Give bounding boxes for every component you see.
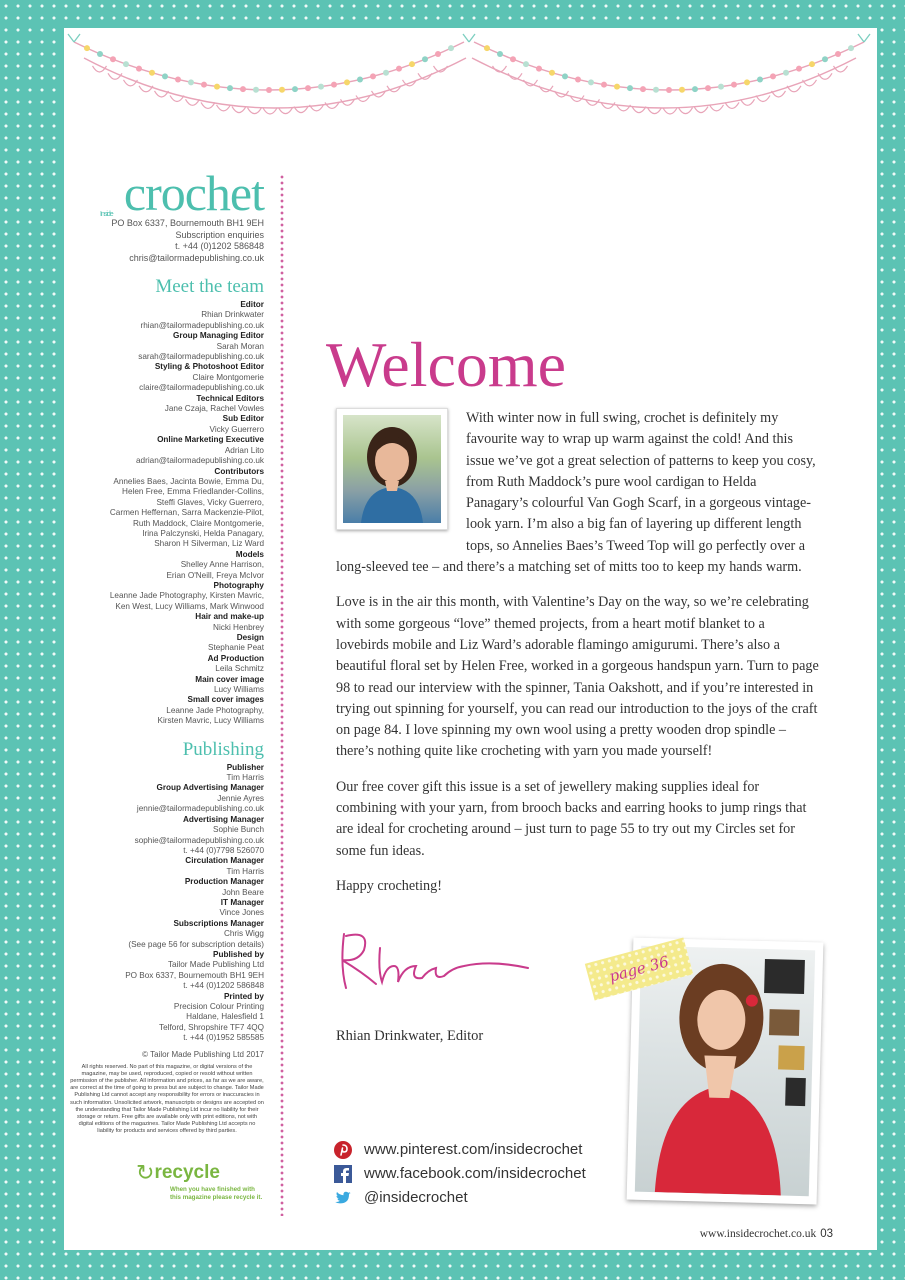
role-person: t. +44 (0)7798 526070	[183, 845, 264, 855]
role-title: Ad Production	[207, 653, 264, 663]
bunting-flag	[123, 61, 129, 67]
role-person: Jane Czaja, Rachel Vowles	[164, 404, 264, 414]
role-person[interactable]: rhian@tailormadepublishing.co.uk	[140, 320, 264, 330]
role-person: Ruth Maddock, Claire Montgomerie,	[132, 518, 264, 528]
role-person: Sophie Bunch	[213, 825, 264, 835]
bunting-flag	[175, 77, 181, 83]
bunting-flag	[809, 61, 815, 67]
role-person: Helen Free, Emma Friedlander-Collins,	[122, 487, 264, 497]
contact-line: PO Box 6337, Bournemouth BH1 9EH	[111, 218, 264, 228]
bunting-flag	[848, 45, 854, 51]
bunting-flag	[84, 45, 90, 51]
publishing-list	[70, 763, 264, 1044]
lace-scallop	[679, 108, 693, 114]
role-title: Technical Editors	[196, 393, 264, 403]
role-person: Precision Colour Printing	[173, 1002, 264, 1011]
role-person: Stephanie Peat	[208, 643, 264, 653]
bunting-flag	[110, 56, 116, 62]
role-person: Telford, Shropshire TF7 4QQ	[159, 1022, 264, 1032]
role-person: Tim Harris	[226, 773, 264, 783]
role-title: Contributors	[214, 466, 264, 476]
role-title: Editor	[240, 300, 264, 309]
bunting-flag	[783, 70, 789, 76]
twitter-handle[interactable]: @insidecrochet	[364, 1189, 468, 1206]
role-person: Nicki Henbrey	[213, 622, 264, 632]
bunting-flag	[201, 82, 207, 88]
welcome-title: Welcome	[326, 329, 567, 400]
role-person[interactable]: jennie@tailormadepublishing.co.uk	[136, 804, 264, 814]
editor-headshot	[336, 408, 448, 530]
role-person: Haldane, Halesfield 1	[186, 1012, 264, 1022]
bunting-flag	[136, 66, 142, 72]
twitter-link[interactable]	[334, 1186, 586, 1210]
lace-scallop	[725, 102, 739, 108]
role-person[interactable]: sarah@tailormadepublishing.co.uk	[138, 352, 264, 362]
bunting-flag	[227, 85, 233, 91]
role-title: Hair and make-up	[195, 612, 264, 622]
role-person: t. +44 (0)1202 586848	[183, 981, 264, 991]
facebook-url[interactable]: www.facebook.com/insidecrochet	[364, 1165, 586, 1182]
bunting-flag	[523, 61, 529, 67]
bunting-flag	[796, 66, 802, 72]
page-footer	[700, 1228, 833, 1240]
role-person[interactable]: claire@tailormadepublishing.co.uk	[139, 383, 264, 393]
role-title: Sub Editor	[222, 414, 264, 424]
bunting-flag	[292, 86, 298, 92]
role-title: Publisher	[226, 762, 264, 772]
role-person: Leanne Jade Photography, Kirsten Mavric,	[109, 591, 264, 601]
role-person: Jennie Ayres	[217, 793, 264, 803]
dotted-divider	[280, 174, 284, 1216]
bunting-flag	[562, 73, 568, 79]
role-person: Vicky Guerrero	[209, 424, 264, 434]
bunting-flag	[614, 84, 620, 90]
model-photo-image	[635, 946, 815, 1196]
role-person: Ken West, Lucy Williams, Mark Winwood	[115, 601, 264, 611]
bunting-flag	[510, 56, 516, 62]
bunting-flag	[484, 45, 490, 51]
role-title: Design	[236, 633, 264, 642]
letter-paragraph: Happy crocheting!	[336, 877, 442, 894]
role-person: Leila Schmitz	[215, 664, 264, 674]
role-title: Circulation Manager	[185, 856, 264, 866]
bunting-flag	[448, 45, 454, 51]
role-person[interactable]: sophie@tailormadepublishing.co.uk	[134, 835, 264, 845]
bunting-flag	[718, 84, 724, 90]
role-person: Lucy Williams	[213, 685, 264, 695]
bunting-flag	[344, 79, 350, 85]
role-person: Irina Palczynski, Helda Panagary,	[142, 528, 264, 538]
legal-notice: All rights reserved. No part of this magazine, or digital versions of the magazine, may be used, reproduced, copied or resold without written permission of the publisher. All information and prices, as far as we are aware, are correct at the time of going to press but are subject to change. Tailor Made Publishing Ltd cannot accept any responsibility for errors or inaccuracies in such information. Unsolicited artwork, manuscripts or designs are accepted on the understanding that Tailor Made Publishing Ltd incur no liability for their storage or return. Free gifts are available only with print editions, not with digital editions of the magazines. Tailor Made Publishing Ltd accepts no liability for products and services offered by third parties.	[70, 1063, 264, 1135]
magazine-page	[64, 28, 877, 1250]
role-person: Chris Wigg	[223, 929, 264, 939]
lace-scallop	[232, 107, 246, 113]
role-person: Erian O'Neill, Freya McIvor	[166, 570, 264, 580]
lace-scallop	[263, 108, 277, 114]
bunting-flag	[679, 87, 685, 93]
copyright-line: © Tailor Made Publishing Ltd 2017	[142, 1049, 264, 1059]
crochet-logo	[70, 165, 264, 221]
social-links	[334, 1138, 586, 1210]
bunting-flag	[188, 79, 194, 85]
letter-paragraph: Our free cover gift this issue is a set of jewellery making supplies ideal for combining with your yarn, from brooch backs and earring hooks to jump rings that are ideal for crocheting around – just turn to page 55 to try out my Circles set for some fun ideas.	[336, 778, 807, 859]
role-person: (See page 56 for subscription details)	[128, 939, 264, 949]
team-list	[70, 300, 264, 727]
model-illustration	[635, 946, 815, 1196]
publishing-heading: Publishing	[182, 738, 264, 760]
logo-inside-text: Inside	[100, 211, 113, 218]
role-title: Group Advertising Manager	[156, 783, 264, 793]
bunting-flag	[822, 56, 828, 62]
recycle-word: recycle	[154, 1162, 220, 1183]
bunting-flag	[770, 73, 776, 79]
bunting-flag	[640, 86, 646, 92]
recycle-note-line: When you have finished with	[170, 1186, 255, 1193]
lace-scallop	[834, 66, 848, 72]
logo-text: crochet	[123, 165, 264, 221]
lace-scallop	[108, 73, 122, 79]
bunting-flag	[305, 85, 311, 91]
lace-scallop	[694, 107, 708, 113]
bunting-flag	[692, 86, 698, 92]
bunting-flag	[149, 70, 155, 76]
role-person: Tailor Made Publishing Ltd	[167, 960, 264, 970]
role-person: Rhian Drinkwater	[201, 310, 264, 320]
bunting-flag	[214, 84, 220, 90]
recycle-logo	[136, 1160, 266, 1201]
role-title: Subscriptions Manager	[173, 918, 264, 928]
recycle-note-line: this magazine please recycle it.	[170, 1193, 263, 1201]
bunting-flag	[279, 87, 285, 93]
bunting-flag	[588, 79, 594, 85]
bunting-flag	[757, 77, 763, 83]
role-person: PO Box 6337, Bournemouth BH1 9EH	[125, 970, 264, 980]
facebook-icon	[334, 1165, 352, 1183]
role-person: t. +44 (0)1952 585585	[183, 1033, 264, 1043]
footer-url[interactable]: www.insidecrochet.co.uk	[699, 1228, 817, 1240]
headshot-illustration	[343, 415, 441, 523]
bunting-flag	[536, 66, 542, 72]
role-person: Carmen Heffernan, Sarra Mackenzie-Pilot,	[109, 508, 264, 518]
role-title: Small cover images	[187, 695, 264, 705]
contact-line[interactable]: chris@tailormadepublishing.co.uk	[129, 252, 264, 263]
role-title: Photography	[213, 580, 264, 590]
page-number: 03	[820, 1228, 833, 1240]
lace-scallop	[93, 66, 107, 72]
bunting-flag	[409, 61, 415, 67]
role-title: Group Managing Editor	[173, 331, 264, 341]
headshot-photo	[343, 415, 441, 523]
bunting-flag	[318, 84, 324, 90]
bunting-flag	[266, 87, 272, 93]
role-title: Published by	[213, 949, 264, 959]
bunting-flag	[705, 85, 711, 91]
page-reference-tape: page 36	[585, 937, 693, 1000]
bunting-flag	[97, 51, 103, 57]
bunting-flag	[835, 51, 841, 57]
role-title: Production Manager	[184, 877, 264, 887]
bunting-flag	[549, 70, 555, 76]
bunting-flag	[331, 82, 337, 88]
role-title: Printed by	[223, 991, 264, 1001]
pinterest-url[interactable]: www.pinterest.com/insidecrochet	[364, 1141, 583, 1158]
role-title: Models	[235, 549, 264, 559]
facebook-link[interactable]	[334, 1162, 586, 1186]
pinterest-link[interactable]	[334, 1138, 586, 1162]
twitter-icon	[334, 1189, 352, 1207]
bunting-flag	[422, 56, 428, 62]
bunting-flag	[731, 82, 737, 88]
role-title: Advertising Manager	[183, 814, 264, 824]
lace-scallop	[663, 108, 677, 114]
contact-line: t. +44 (0)1202 586848	[175, 241, 264, 251]
editor-signature	[332, 926, 532, 996]
role-person: Sarah Moran	[216, 341, 264, 351]
bunting-flag	[666, 87, 672, 93]
bunting-flag	[357, 77, 363, 83]
bunting-flag	[627, 85, 633, 91]
role-person: Steffi Glaves, Vicky Guerrero,	[156, 497, 264, 507]
bunting-flag	[253, 87, 259, 93]
pinterest-icon	[334, 1141, 352, 1159]
bunting-flag	[744, 79, 750, 85]
bunting-flag	[575, 77, 581, 83]
team-heading: Meet the team	[155, 276, 264, 297]
bunting-flag	[370, 73, 376, 79]
role-person: Kirsten Mavric, Lucy Williams	[157, 716, 264, 726]
lace-scallop	[248, 108, 262, 114]
role-person: Annelies Baes, Jacinta Bowie, Emma Du,	[113, 476, 264, 486]
letter-paragraph: Love is in the air this month, with Valentine’s Day on the way, so we’re celebrating with some gorgeous “love” themed projects, from a heart motif blanket to a lovebirds mobile and Liz Ward’s adorable flamingo amigurumi. There’s also a beautiful floral set by Helen Free, worked in a gorgeous handspun yarn. Turn to page 98 to read our interview with the spinner, Tania Oakshott, and if you’re interested in trying out spinning for yourself, you can read our introduction to the joys of the craft on page 84. I love spinning my own wool using a pretty wooden drop spindle – there’s nothing quite like crocheting with yarn you made yourself!	[336, 594, 819, 760]
bunting-flag	[435, 51, 441, 57]
role-title: Main cover image	[195, 674, 264, 684]
lace-scallop	[710, 105, 724, 111]
bunting-decoration	[64, 28, 877, 168]
role-person: Sharon H Silverman, Liz Ward	[154, 539, 264, 549]
bunting-flag	[162, 73, 168, 79]
letter-paragraph: With winter now in full swing, crochet is definitely my favourite way to wrap up warm against the cold! And this issue we’ve got a great selection of patterns to keep you cosy, from Ruth Maddock’s pure wool cardigan to Helda Panagary’s colourful Van Gogh Scarf, in a gorgeous vintage-look yarn. I’m also a big fan of layering up different length tops, so Annelies Baes’s Tweed Top will go perfectly over a long-sleeved tee – and there’s a matching set of mitts too to keep my hands warm.	[336, 410, 816, 576]
role-person: Leanne Jade Photography,	[166, 705, 264, 715]
contact-line: Subscription enquiries	[175, 229, 264, 240]
bunting-flag	[653, 87, 659, 93]
role-person: Claire Montgomerie	[192, 372, 264, 382]
role-person: Shelley Anne Harrison,	[180, 560, 264, 570]
lace-scallop	[818, 73, 832, 79]
role-person: Vince Jones	[219, 908, 264, 918]
role-title: Styling & Photoshoot Editor	[154, 362, 264, 372]
role-person: John Beare	[222, 887, 264, 897]
signature-name: Rhian Drinkwater, Editor	[336, 1028, 484, 1044]
bunting-flag	[601, 82, 607, 88]
role-person: Tim Harris	[226, 866, 264, 876]
recycle-icon: ↻	[136, 1160, 155, 1185]
bunting-flag	[497, 51, 503, 57]
bunting-flag	[383, 70, 389, 76]
bunting-flag	[396, 66, 402, 72]
masthead-column	[70, 165, 264, 1136]
role-title: IT Manager	[220, 897, 264, 907]
bunting-flag	[240, 86, 246, 92]
role-person: Adrian Lito	[224, 445, 264, 455]
role-person[interactable]: adrian@tailormadepublishing.co.uk	[135, 456, 264, 466]
role-title: Online Marketing Executive	[157, 435, 264, 445]
